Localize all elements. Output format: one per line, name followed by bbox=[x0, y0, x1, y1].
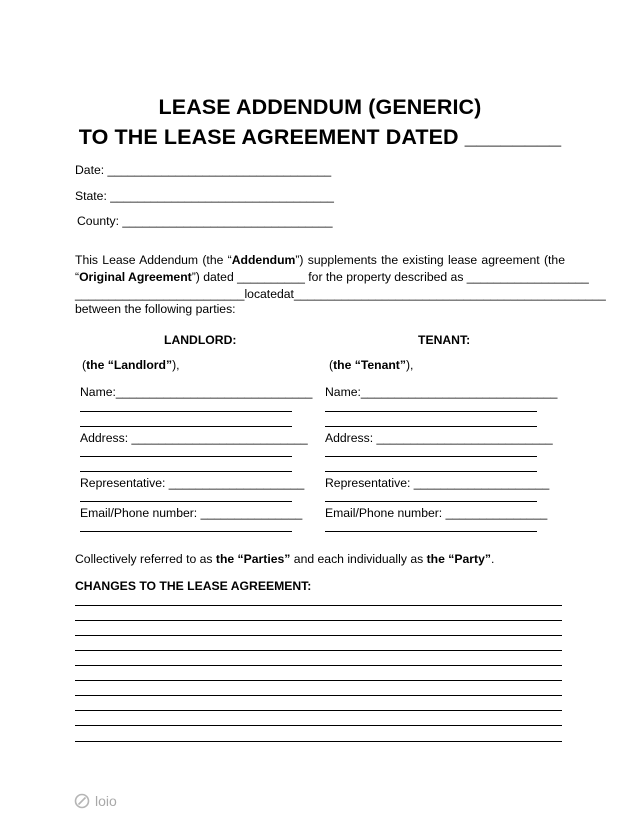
landlord-representative-line-2[interactable] bbox=[80, 501, 292, 502]
loio-logo-icon bbox=[74, 793, 90, 809]
landlord-email-phone-field[interactable]: Email/Phone number: _______________ bbox=[80, 506, 303, 520]
state-field[interactable]: State: _________________________________ bbox=[75, 189, 334, 203]
landlord-address-line-3[interactable] bbox=[80, 471, 292, 472]
changes-line[interactable] bbox=[75, 695, 562, 696]
document-subtitle: TO THE LEASE AGREEMENT DATED ________ bbox=[78, 125, 562, 149]
tenant-address-line-3[interactable] bbox=[325, 471, 537, 472]
changes-line[interactable] bbox=[75, 605, 562, 606]
landlord-name-line-2[interactable] bbox=[80, 411, 292, 412]
changes-line[interactable] bbox=[75, 665, 562, 666]
tenant-role: (the “Tenant”), bbox=[329, 358, 414, 372]
changes-line[interactable] bbox=[75, 620, 562, 621]
landlord-heading: LANDLORD: bbox=[164, 333, 237, 347]
intro-line-3: _________________________ located at ______________________________________________ bbox=[75, 287, 606, 301]
landlord-address-line-2[interactable] bbox=[80, 456, 292, 457]
tenant-address-line-2[interactable] bbox=[325, 456, 537, 457]
changes-line[interactable] bbox=[75, 725, 562, 726]
intro-line-4: between the following parties: bbox=[75, 302, 236, 316]
tenant-heading: TENANT: bbox=[418, 333, 471, 347]
landlord-address-field[interactable]: Address: __________________________ bbox=[80, 431, 308, 445]
county-field[interactable]: County: _______________________________ bbox=[77, 214, 333, 228]
intro-line-2: “Original Agreement”) dated __________ for the property described as __________________ bbox=[75, 270, 589, 284]
landlord-representative-field[interactable]: Representative: ____________________ bbox=[80, 476, 305, 490]
changes-line[interactable] bbox=[75, 650, 562, 651]
parties-sentence: Collectively referred to as the “Parties” and each individually as the “Party”. bbox=[75, 552, 495, 566]
landlord-name-field[interactable]: Name:_____________________________ bbox=[80, 385, 313, 399]
document-title: LEASE ADDENDUM (GENERIC) bbox=[158, 95, 482, 119]
tenant-representative-field[interactable]: Representative: ____________________ bbox=[325, 476, 550, 490]
loio-logo-text: loio bbox=[95, 793, 117, 809]
tenant-representative-line-2[interactable] bbox=[325, 501, 537, 502]
tenant-name-field[interactable]: Name:_____________________________ bbox=[325, 385, 558, 399]
landlord-role: (the “Landlord”), bbox=[82, 358, 180, 372]
changes-line[interactable] bbox=[75, 635, 562, 636]
tenant-address-field[interactable]: Address: __________________________ bbox=[325, 431, 553, 445]
changes-line[interactable] bbox=[75, 741, 562, 742]
tenant-email-phone-line-2[interactable] bbox=[325, 531, 537, 532]
changes-line[interactable] bbox=[75, 680, 562, 681]
tenant-name-line-3[interactable] bbox=[325, 426, 537, 427]
intro-line-1: This Lease Addendum (the “Addendum”) supplements the existing lease agreement (the bbox=[75, 253, 565, 267]
changes-heading: CHANGES TO THE LEASE AGREEMENT: bbox=[75, 579, 312, 593]
changes-line[interactable] bbox=[75, 710, 562, 711]
date-field[interactable]: Date: _________________________________ bbox=[75, 163, 332, 177]
loio-logo bbox=[74, 793, 117, 809]
tenant-email-phone-field[interactable]: Email/Phone number: _______________ bbox=[325, 506, 548, 520]
landlord-email-phone-line-2[interactable] bbox=[80, 531, 292, 532]
landlord-name-line-3[interactable] bbox=[80, 426, 292, 427]
tenant-name-line-2[interactable] bbox=[325, 411, 537, 412]
